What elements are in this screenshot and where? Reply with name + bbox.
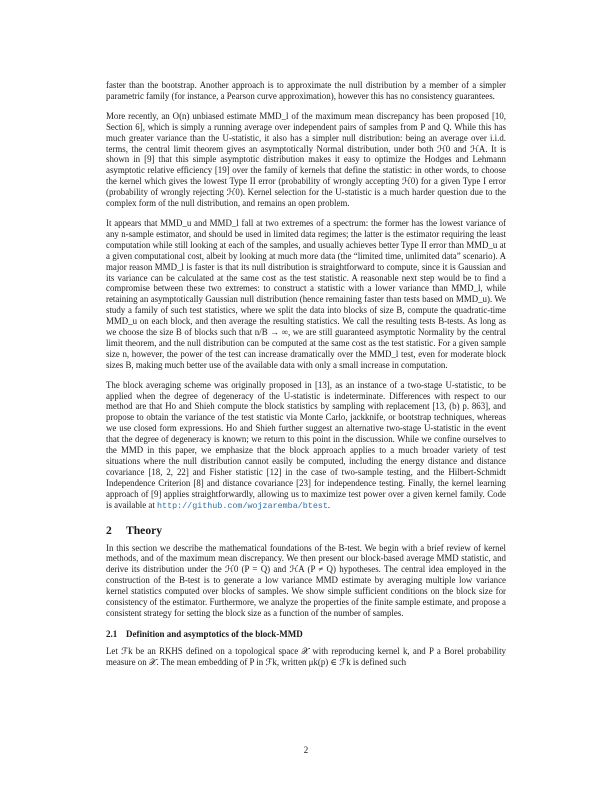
- block-averaging-text: The block averaging scheme was originally proposed in [13], as an instance of a two-stage U-statistic, to be applied when the degree of degeneracy of the U-statistic is indeterminate. Differences with respect to our method are that Ho and Shieh compute the block statistics by sampling with replacement [13, (b) p. 863], and propose to obtain the variance of the test statistic via Monte Carlo, jackknife, or bootstrap techniques, whereas we use closed form expressions. Ho and Shieh further suggest an alternative two-stage U-statistic in the event that the degree of degeneracy is known; we return to this point in the discussion. While we confine ourselves to the MMD in this paper, we emphasize that the block approach applies to a much broader variety of test situations where the null distribution cannot easily be computed, including the energy distance and distance covariance [18, 2, 22] and Fisher statistic [12] in the case of two-sample testing, and the Hilbert-Schmidt Independence Criterion [8] and distance covariance [23] for independence testing. Finally, the kernel learning approach of [9] applies straightforwardly, allowing us to maximize test power over a given kernel family. Code is available at: [106, 379, 506, 510]
- subsection-number: 2.1: [106, 628, 118, 639]
- paragraph-bootstrap: faster than the bootstrap. Another approach is to approximate the null distribution by a member of a simpler parametric family (for instance, a Pearson curve approximation), however this has no consistency guarantees.: [106, 80, 506, 101]
- paragraph-linear-mmd: More recently, an O(n) unbiased estimate MMD_l of the maximum mean discrepancy has been proposed [10, Section 6], which is simply a running average over independent pairs of samples from P and Q. While this has much greater variance than the U-statistic, it also has a simpler null distribution: being an average over i.i.d. terms, the central limit theorem gives an asymptotically Normal distribution, under both ℋ0 and ℋA. It is shown in [9] that this simple asymptotic distribution makes it easy to optimize the Hodges and Lehmann asymptotic relative efficiency [19] over the family of kernels that define the statistic: in other words, to choose the kernel which gives the lowest Type II error (probability of wrongly accepting ℋ0) for a given Type I error (probability of wrongly rejecting ℋ0). Kernel selection for the U-statistic is a much harder question due to the complex form of the null distribution, and remains an open problem.: [106, 110, 506, 209]
- paragraph-block-averaging: [106, 380, 506, 512]
- section-heading: [106, 524, 506, 537]
- section-number: 2: [106, 523, 112, 537]
- page-body: [106, 80, 506, 677]
- code-link-suffix: .: [327, 499, 331, 510]
- subsection-title: Definition and asymptotics of the block-MMD: [126, 628, 303, 639]
- code-link[interactable]: http://github.com/wojzaremba/btest: [157, 500, 328, 511]
- subsection-heading: [106, 629, 506, 639]
- paragraph-spectrum: It appears that MMD_u and MMD_l fall at two extremes of a spectrum: the former has the lowest variance of any n-sample estimator, and should be used in limited data regimes; the latter is the estimator requiring the least computation while still looking at each of the samples, and usually achieves better Type II error than MMD_u at a given computational cost, albeit by looking at much more data (the “limited time, unlimited data” scenario). A major reason MMD_l is faster is that its null distribution is straightforward to compute, since it is Gaussian and its variance can be calculated at the same cost as the test statistic. A reasonable next step would be to find a compromise between these two extremes: to construct a statistic with a lower variance than MMD_l, while retaining an asymptotically Gaussian null distribution (hence remaining faster than tests based on MMD_u). We study a family of such test statistics, where we split the data into blocks of size B, compute the quadratic-time MMD_u on each block, and then average the resulting statistics. We call the resulting tests B-tests. As long as we choose the size B of blocks such that n/B → ∞, we are still guaranteed asymptotic Normality by the central limit theorem, and the null distribution can be computed at the same cost as the test statistic. For a given sample size n, however, the power of the test can increase dramatically over the MMD_l test, even for moderate block sizes B, making much better use of the available data with only a small increase in computation.: [106, 217, 506, 370]
- paragraph-theory: In this section we describe the mathematical foundations of the B-test. We begin with a brief review of kernel methods, and of the maximum mean discrepancy. We then present our block-based average MMD statistic, and derive its distribution under the ℋ0 (P = Q) and ℋA (P ≠ Q) hypotheses. The central idea employed in the construction of the B-test is to generate a low variance MMD estimate by averaging multiple low variance kernel statistics computed over blocks of samples. We show simple sufficient conditions on the block size for consistency of the estimator. Furthermore, we analyze the properties of the finite sample estimate, and propose a consistent strategy for setting the block size as a function of the number of samples.: [106, 542, 506, 618]
- paragraph-definition: Let ℱk be an RKHS defined on a topological space 𝒳 with reproducing kernel k, and P a Borel probability measure on 𝒳. The mean embedding of P in ℱk, written μk(p) ∈ ℱk is defined such: [106, 645, 506, 667]
- section-title: Theory: [126, 523, 163, 537]
- page-number: 2: [303, 745, 309, 755]
